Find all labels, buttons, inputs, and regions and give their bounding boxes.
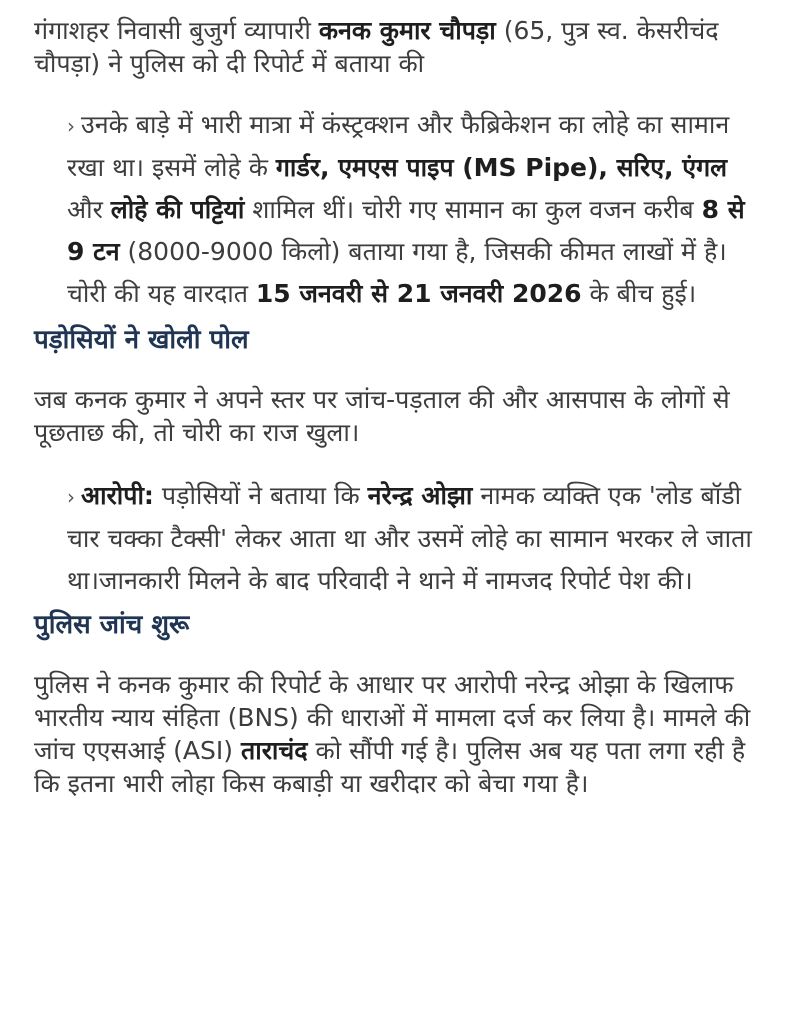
bullet2-text-2: नामक व्यक्ति एक 'लोड बॉडी चार चक्का टैक्सी' लेकर आता था और उसमें लोहे का सामान भरकर ले जाता था।जानकारी मिलने के बाद परिवादी ने थाने में नामजद रिपोर्ट पेश की। [67,481,752,595]
bullet2-text-1: पड़ोसियों ने बताया कि [153,481,368,510]
complainant-name: कनक कुमार चौपड़ा [318,16,496,45]
intro-text-2: (65, पुत्र स्व. केसरीचंद चौपड़ा) ने पुलिस को दी रिपोर्ट में बताया की [34,16,719,78]
bullet2-bold-label: आरोपी: [81,481,154,510]
section-heading-neighbours: पड़ोसियों ने खोली पोल [34,325,249,355]
chevron-right-icon: › [67,114,75,138]
police-paragraph [34,668,765,800]
intro-paragraph [34,14,765,80]
section-heading-police-probe: पुलिस जांच शुरू [34,610,190,640]
list-item-stolen-goods [34,104,765,315]
officer-name: ताराचंद [240,736,308,765]
list-item-accused [34,475,765,602]
bullet1-text-2: और [67,195,111,224]
bullet1-text-5: के बीच हुई। [581,279,697,308]
bullet1-bold-weight: 8 से 9 टन [67,195,745,266]
police-text-2: को सौंपी गई है। पुलिस अब यह पता लगा रही है कि इतना भारी लोहा किस कबाड़ी या खरीदार को बेचा गया है। [34,736,746,798]
bullet1-bold-strips: लोहे की पट्टियां [110,195,245,224]
neighbours-paragraph: जब कनक कुमार ने अपने स्तर पर जांच-पड़ताल की और आसपास के लोगों से पूछताछ की, तो चोरी का राज खुला। [34,385,730,447]
accused-name: नरेन्द्र ओझा [367,481,473,510]
bullet1-text-1: उनके बाड़े में भारी मात्रा में कंस्ट्रक्शन और फैब्रिकेशन का लोहे का सामान रखा था। इसमें लोहे के [67,110,730,182]
bullet1-text-4: (8000-9000 किलो) बताया गया है, जिसकी कीमत लाखों में है।चोरी की यह वारदात [67,237,727,308]
bullet1-bold-dates: 15 जनवरी से 21 जनवरी 2026 [255,279,582,308]
bullet1-bold-items: गार्डर, एमएस पाइप (MS Pipe), सरिए, एंगल [275,153,728,182]
bullet1-text-3: शामिल थीं। चोरी गए सामान का कुल वजन करीब [244,195,702,224]
chevron-right-icon: › [67,485,75,509]
police-text-1: पुलिस ने कनक कुमार की रिपोर्ट के आधार पर आरोपी नरेन्द्र ओझा के खिलाफ भारतीय न्याय संहिता (BNS) की धाराओं में मामला दर्ज कर लिया है। मामले की जांच एएसआई (ASI) [34,670,751,765]
intro-text-1: गंगाशहर निवासी बुजुर्ग व्यापारी [34,16,319,45]
